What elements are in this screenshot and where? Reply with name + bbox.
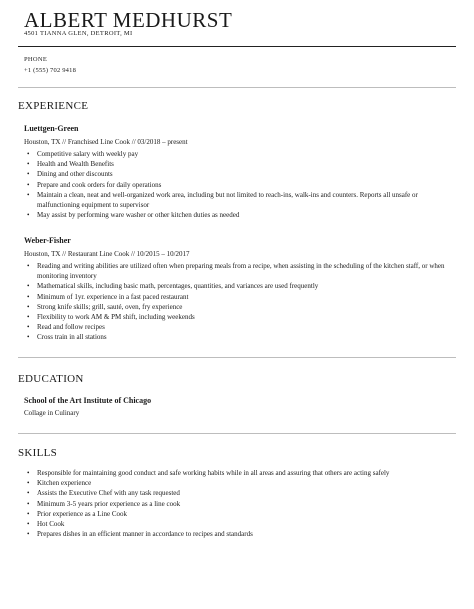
- section-divider: [18, 357, 456, 358]
- list-item: • Flexibility to work AM & PM shift, including weekends: [27, 312, 457, 322]
- phone-label: PHONE: [24, 56, 48, 63]
- job-meta: Houston, TX // Franchised Line Cook // 03/2018 – present: [24, 138, 188, 146]
- list-item: • Minimum of 1yr. experience in a fast paced restaurant: [27, 292, 457, 302]
- list-item: • Hot Cook: [27, 519, 457, 529]
- candidate-address: 4501 TIANNA GLEN, DETROIT, MI: [24, 30, 133, 37]
- list-item: • Strong knife skills; grill, sauté, oven, fry experience: [27, 302, 457, 312]
- education-heading: EDUCATION: [18, 373, 84, 385]
- list-item: • Maintain a clean, neat and well-organized work area, including but not limited to reach-ins, walk-ins and counters. Reports all unsafe or malfunctioning equipment to supervisor: [27, 190, 457, 210]
- skills-heading: SKILLS: [18, 447, 58, 459]
- list-item: • Prepares dishes in an efficient manner in accordance to recipes and standards: [27, 529, 457, 539]
- list-item: • May assist by performing ware washer or other kitchen duties as needed: [27, 210, 457, 220]
- job-company: Luettgen-Green: [24, 124, 79, 133]
- list-item: • Prepare and cook orders for daily operations: [27, 180, 457, 190]
- education-school-name: School of the Art Institute of Chicago: [24, 396, 152, 405]
- section-divider: [18, 433, 456, 434]
- list-item: • Responsible for maintaining good conduct and safe working habits while in all areas and assuring that others are acting safely: [27, 468, 457, 478]
- candidate-name: ALBERT MEDHURST: [24, 8, 233, 32]
- job-bullets: [27, 149, 457, 220]
- job-bullets: [27, 261, 457, 343]
- education-degree: Collage in Culinary: [24, 409, 80, 417]
- list-item: • Minimum 3-5 years prior experience as a line cook: [27, 499, 457, 509]
- list-item: • Health and Wealth Benefits: [27, 159, 457, 169]
- list-item: • Kitchen experience: [27, 478, 457, 488]
- list-item: • Competitive salary with weekly pay: [27, 149, 457, 159]
- skills-list: [27, 468, 457, 539]
- list-item: • Reading and writing abilities are utilized often when preparing meals from a recipe, when assisting in the scheduling of the kitchen staff, or when monitoring inventory: [27, 261, 457, 281]
- list-item: • Mathematical skills, including basic math, percentages, quantities, and variances are used frequently: [27, 281, 457, 291]
- experience-heading: EXPERIENCE: [18, 100, 89, 112]
- list-item: • Assists the Executive Chef with any task requested: [27, 488, 457, 498]
- job-company: Weber-Fisher: [24, 236, 71, 245]
- header-divider: [18, 46, 456, 47]
- section-divider: [18, 87, 456, 88]
- list-item: • Dining and other discounts: [27, 169, 457, 179]
- job-meta: Houston, TX // Restaurant Line Cook // 10/2015 – 10/2017: [24, 250, 190, 258]
- list-item: • Prior experience as a Line Cook: [27, 509, 457, 519]
- list-item: • Read and follow recipes: [27, 322, 457, 332]
- list-item: • Cross train in all stations: [27, 332, 457, 342]
- phone-number: +1 (555) 702 9418: [24, 67, 77, 74]
